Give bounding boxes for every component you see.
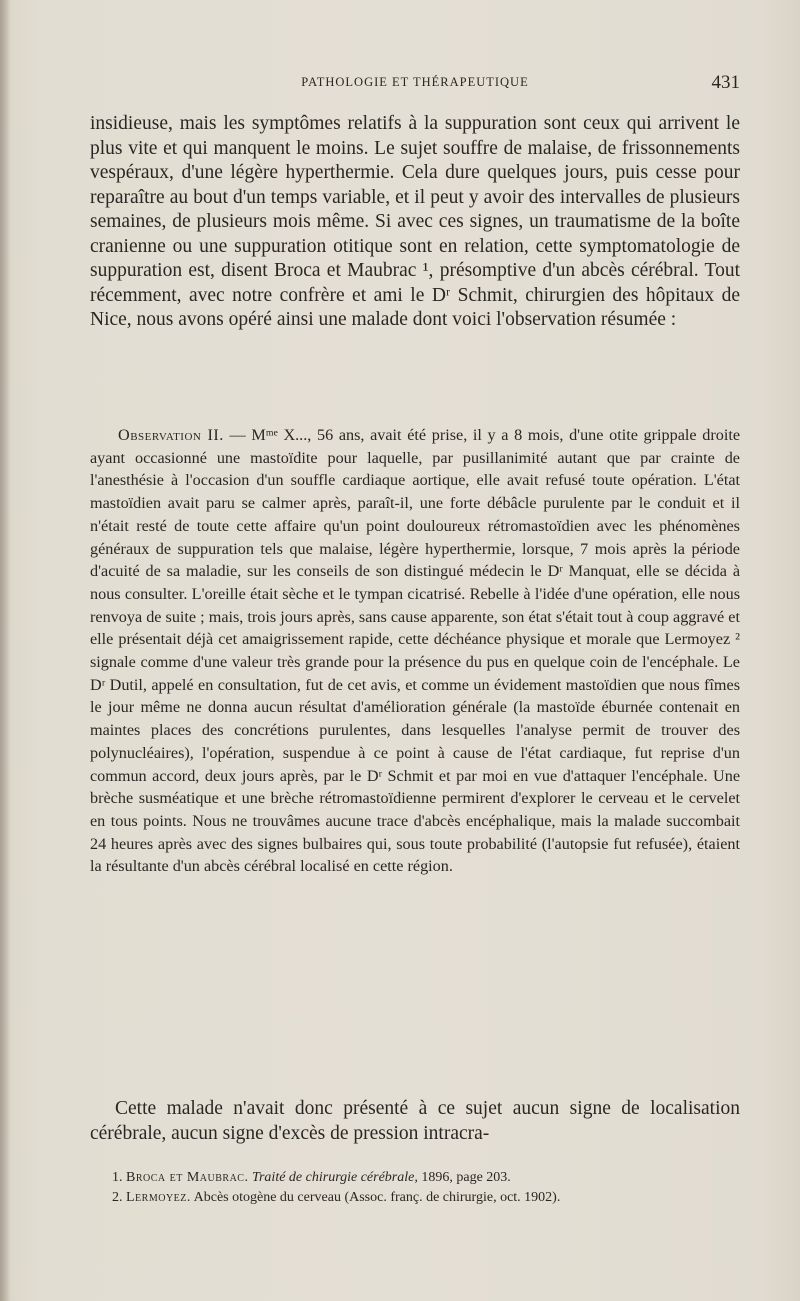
footnote-authors: Broca et Maubrac. [126, 1170, 249, 1185]
observation-paragraph [90, 424, 740, 878]
observation-text: — Mᵐᵉ X..., 56 ans, avait été prise, il y a 8 mois, d'une otite grippale droite ayant occasionné une mastoïdite pour laquelle, par pusillanimité autant que par crainte de l'anesthésie à l'occasion d'un souffle cardiaque aortique, elle avait refusé toute opération. L'état mastoïdien avait paru se calmer après, paraît-il, une forte débâcle purulente par le conduit et il n'était resté de toute cette affaire qu'un point douloureux rétromastoïdien avec les phénomènes généraux de suppuration tels que malaise, légère hyperthermie, lorsque, 7 mois après la période d'acuité de sa maladie, sur les conseils de son distingué médecin le Dʳ Manquat, elle se décida à nous consulter. L'oreille était sèche et le tympan cicatrisé. Rebelle à l'idée d'une opération, elle nous renvoya de suite ; mais, trois jours après, sans cause apparente, son état s'était tout à coup aggravé et elle présentait déjà cet amaigrissement rapide, cette déchéance physique et morale que Lermoyez ² signale comme d'une valeur très grande pour la présence du pus en quelque coin de l'encéphale. Le Dʳ Dutil, appelé en consultation, fut de cet avis, et comme un évidement mastoïdien que nous fîmes le jour même ne donna aucun résultat d'amélioration générale (la mastoïde éburnée contenait en maintes places des concrétions purulentes, dans lesquelles l'analyse permit de trouver des polynucléaires), l'opération, suspendue à ce point à cause de l'état cardiaque, fut reprise d'un commun accord, deux jours après, par le Dʳ Schmit et par moi en vue d'attaquer l'encéphale. Une brèche susméatique et une brèche rétromastoïdienne permirent d'explorer le cerveau et le cervelet en tous points. Nous ne trouvâmes aucune trace d'abcès encéphalique, mais la malade succombait 24 heures après avec des signes bulbaires qui, sous toute probabilité (l'autopsie fut refusée), étaient la résultante d'un abcès cérébral localisé en cette région. [90, 426, 740, 876]
observation-label: Observation II. [118, 426, 224, 444]
running-title: PATHOLOGIE ET THÉRAPEUTIQUE [301, 75, 529, 89]
footnotes [90, 1168, 740, 1208]
page-header [90, 72, 740, 96]
footnote-marker: 1. [112, 1170, 123, 1185]
footnote-authors: Lermoyez. [126, 1190, 191, 1205]
footnote-marker: 2. [112, 1190, 123, 1205]
body-paragraph-1: insidieuse, mais les symptômes relatifs à la suppuration sont ceux qui arrivent le plus vite et qui manquent le moins. Le sujet souffre de malaise, de frissonnements vespéraux, d'une légère hyperthermie. Cela dure quelques jours, puis cesse pour reparaître au bout d'un temps variable, et il peut y avoir des intervalles de plusieurs semaines, de plusieurs mois même. Si avec ces signes, un traumatisme de la boîte cranienne ou une suppuration otitique sont en relation, cette symptomatologie de suppuration est, disent Broca et Maubrac ¹, présomptive d'un abcès cérébral. Tout récemment, avec notre confrère et ami le Dʳ Schmit, chirurgien des hôpitaux de Nice, nous avons opéré ainsi une malade dont voici l'observation résumée : [90, 113, 740, 330]
footnote-2 [90, 1188, 740, 1208]
footnote-1 [90, 1168, 740, 1188]
page-number: 431 [711, 72, 740, 93]
body-paragraph-2: Cette malade n'avait donc présenté à ce sujet aucun signe de localisation cérébrale, aucun signe d'excès de pression intracra- [90, 1098, 740, 1144]
footnote-details: 1896, page 203. [421, 1170, 511, 1185]
footnote-details: Abcès otogène du cerveau (Assoc. franç. de chirurgie, oct. 1902). [193, 1190, 561, 1205]
footnote-title: Traité de chirurgie cérébrale, [251, 1170, 418, 1185]
